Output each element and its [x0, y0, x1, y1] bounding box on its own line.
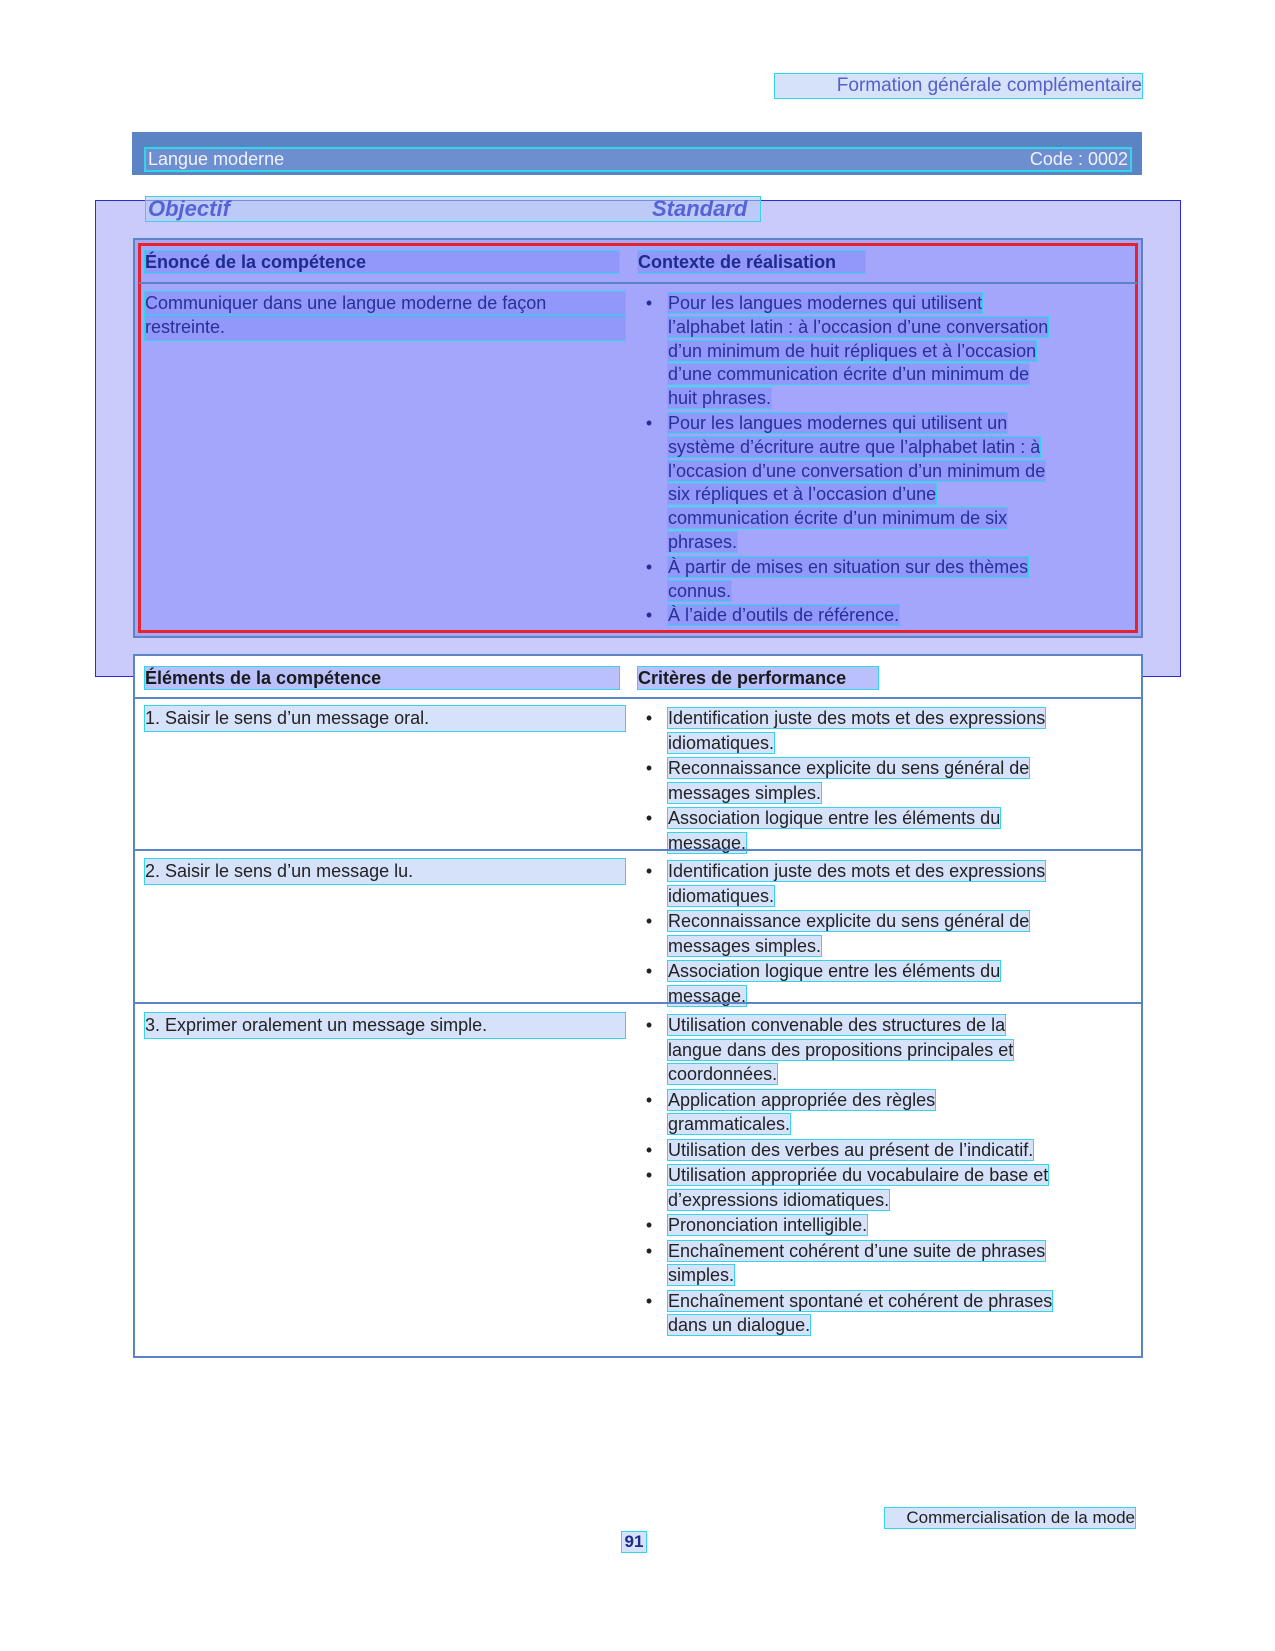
- bullet-icon: •: [645, 708, 653, 728]
- criterion-item-line: Association logique entre les éléments du: [668, 961, 1001, 981]
- criteria-header: Critères de performance: [638, 667, 878, 689]
- context-item-line: d’une communication écrite d’un minimum de: [668, 364, 1030, 385]
- bullet-icon: •: [645, 412, 653, 433]
- context-item-line: l’alphabet latin : à l’occasion d’une conversation: [668, 316, 1049, 337]
- bullet-icon: •: [645, 1089, 653, 1110]
- element-cell: [145, 706, 625, 731]
- element-text: 1. Saisir le sens d’un message oral.: [145, 706, 625, 731]
- context-item-line: d’un minimum de huit répliques et à l’occasion: [668, 340, 1037, 361]
- context-item-list: [638, 292, 1098, 628]
- criterion-item: [638, 706, 1108, 755]
- criterion-item-line: message.: [668, 985, 747, 1006]
- criteria-cell: [638, 1013, 1108, 1339]
- context-item: [638, 556, 1098, 604]
- criterion-item-list: [638, 706, 1108, 855]
- footer-program: Commercialisation de la mode: [885, 1508, 1135, 1528]
- statement-line: restreinte.: [145, 316, 625, 340]
- element-cell: [145, 859, 625, 884]
- bullet-icon: •: [645, 808, 653, 828]
- criteria-cell: [638, 706, 1108, 856]
- bullet-icon: •: [645, 1165, 653, 1185]
- bullet-icon: •: [645, 1290, 653, 1311]
- criterion-item-line: Utilisation appropriée du vocabulaire de base et: [668, 1165, 1049, 1185]
- context-header: Contexte de réalisation: [638, 251, 865, 273]
- bullet-icon: •: [645, 861, 653, 881]
- context-item-line: six répliques et à l’occasion d’une: [668, 484, 937, 505]
- standard-label: Standard: [652, 196, 748, 221]
- context-item-line: À partir de mises en situation sur des thèmes: [668, 556, 1029, 577]
- criterion-item: [638, 1138, 1108, 1163]
- criterion-item-line: Identification juste des mots et des expressions: [668, 861, 1046, 881]
- criterion-item-line: Utilisation convenable des structures de la: [668, 1015, 1006, 1035]
- context-list: [638, 292, 1098, 629]
- criterion-item: [638, 959, 1108, 1008]
- objectif-label: Objectif: [148, 196, 230, 221]
- context-item-line: communication écrite d’un minimum de six: [668, 508, 1008, 529]
- element-text: 2. Saisir le sens d’un message lu.: [145, 859, 625, 884]
- criterion-item-line: Reconnaissance explicite du sens général de: [668, 911, 1030, 931]
- criterion-item-line: Prononciation intelligible.: [668, 1215, 868, 1235]
- criterion-item: [638, 1289, 1108, 1338]
- row-divider: [135, 1002, 1141, 1004]
- context-item: [638, 604, 1098, 628]
- criterion-item: [638, 1013, 1108, 1087]
- criterion-item: [638, 756, 1108, 805]
- criterion-item: [638, 806, 1108, 855]
- bullet-icon: •: [645, 1015, 653, 1035]
- criterion-item-line: simples.: [668, 1265, 735, 1285]
- criterion-item-line: message.: [668, 832, 747, 853]
- bullet-icon: •: [645, 605, 653, 626]
- criterion-item-line: Reconnaissance explicite du sens général de: [668, 758, 1030, 778]
- course-banner: [132, 132, 1142, 175]
- bullet-icon: •: [645, 961, 653, 981]
- criterion-item: [638, 1239, 1108, 1288]
- course-banner-text: [144, 147, 1132, 172]
- criterion-item-line: Application appropriée des règles: [668, 1089, 936, 1110]
- competence-table: [133, 238, 1143, 638]
- course-name: Langue moderne: [148, 149, 285, 169]
- competence-statement: [145, 292, 645, 340]
- context-item-line: Pour les langues modernes qui utilisent un: [668, 412, 1008, 433]
- criterion-item: [638, 1213, 1108, 1238]
- bullet-icon: •: [645, 758, 653, 778]
- criterion-item-line: Utilisation des verbes au présent de l’indicatif.: [668, 1139, 1034, 1160]
- course-code: Code : 0002: [1029, 149, 1128, 169]
- bullet-icon: •: [645, 1139, 653, 1160]
- criterion-item-line: Enchaînement spontané et cohérent de phrases: [668, 1290, 1053, 1311]
- criterion-item-line: dans un dialogue.: [668, 1315, 811, 1335]
- criterion-item: [638, 909, 1108, 958]
- context-item-line: l’occasion d’une conversation d’un minimum de: [668, 460, 1046, 481]
- criterion-item-list: [638, 1013, 1108, 1338]
- context-item: [638, 412, 1098, 555]
- bullet-icon: •: [645, 556, 653, 577]
- elements-table: [133, 654, 1143, 1358]
- objective-standard-header: [145, 196, 761, 222]
- context-item-line: À l’aide d’outils de référence.: [668, 605, 900, 626]
- competence-statement-header: Énoncé de la compétence: [145, 251, 619, 273]
- criterion-item: [638, 859, 1108, 908]
- statement-line: Communiquer dans une langue moderne de façon: [145, 292, 625, 316]
- row-divider: [135, 849, 1141, 851]
- criterion-item-line: idiomatiques.: [668, 885, 775, 906]
- criterion-item-list: [638, 859, 1108, 1008]
- criterion-item-line: coordonnées.: [668, 1064, 778, 1084]
- page-number: 91: [622, 1532, 646, 1552]
- context-item-line: système d’écriture autre que l’alphabet latin : à: [668, 436, 1041, 457]
- context-item-line: Pour les langues modernes qui utilisent: [668, 293, 983, 313]
- criterion-item-line: d’expressions idiomatiques.: [668, 1189, 890, 1210]
- running-header: Formation générale complémentaire: [775, 74, 1142, 98]
- competence-header-divider: [139, 282, 1137, 284]
- elements-header: Éléments de la compétence: [145, 667, 619, 689]
- criteria-cell: [638, 859, 1108, 1009]
- elements-header-divider: [135, 697, 1141, 699]
- bullet-icon: •: [645, 293, 653, 313]
- criterion-item-line: Identification juste des mots et des expressions: [668, 708, 1046, 728]
- bullet-icon: •: [645, 911, 653, 931]
- criterion-item: [638, 1163, 1108, 1212]
- context-item-line: phrases.: [668, 531, 738, 552]
- criterion-item-line: Association logique entre les éléments du: [668, 808, 1001, 828]
- criterion-item: [638, 1088, 1108, 1137]
- criterion-item-line: messages simples.: [668, 935, 822, 956]
- criterion-item-line: messages simples.: [668, 782, 822, 803]
- context-item-line: huit phrases.: [668, 388, 772, 409]
- element-cell: [145, 1013, 625, 1038]
- bullet-icon: •: [645, 1240, 653, 1261]
- bullet-icon: •: [645, 1215, 653, 1235]
- criterion-item-line: idiomatiques.: [668, 732, 775, 753]
- criterion-item-line: langue dans des propositions principales et: [668, 1039, 1014, 1060]
- criterion-item-line: grammaticales.: [668, 1114, 791, 1134]
- context-item-line: connus.: [668, 580, 732, 601]
- element-text: 3. Exprimer oralement un message simple.: [145, 1013, 625, 1038]
- context-item: [638, 292, 1098, 411]
- criterion-item-line: Enchaînement cohérent d’une suite de phrases: [668, 1240, 1046, 1261]
